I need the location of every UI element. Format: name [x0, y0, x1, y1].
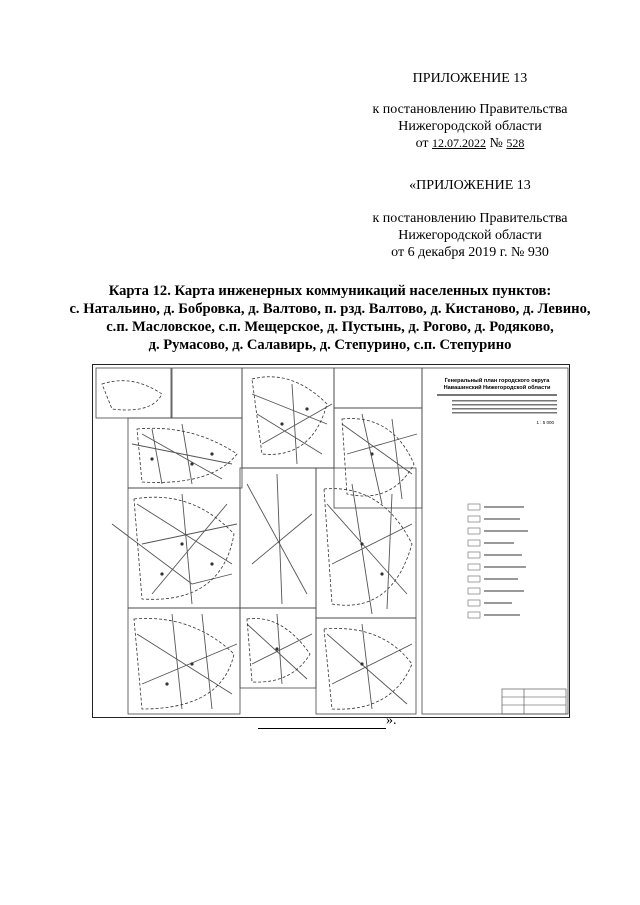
- appendix-header: [330, 70, 610, 152]
- previous-appendix: [330, 177, 610, 261]
- blank-line: [258, 714, 386, 729]
- resolution-date: 12.07.2022: [432, 136, 487, 150]
- previous-appendix-label: «ПРИЛОЖЕНИЕ 13: [409, 178, 531, 193]
- closing-mark: ».: [386, 713, 397, 728]
- previous-resolution-label: к постановлению Правительства: [372, 211, 568, 226]
- closing-line: [258, 713, 397, 729]
- resolution-number: 528: [506, 136, 525, 150]
- resolution-date-line: от 12.07.2022 № 528: [415, 136, 525, 151]
- previous-date-line: от 6 декабря 2019 г. № 930: [391, 245, 549, 260]
- map-heading-line1: Генеральный план городского округа: [444, 378, 550, 384]
- appendix-label: ПРИЛОЖЕНИЕ 13: [412, 71, 528, 86]
- map-heading-line2: Навашинский Нижегородской области: [443, 385, 551, 391]
- previous-region-label: Нижегородской области: [398, 228, 542, 243]
- map-drawing: [92, 364, 570, 718]
- map-scale: 1 : 5 000: [536, 420, 554, 425]
- resolution-label: к постановлению Правительства: [372, 102, 568, 117]
- map-title: Карта 12. Карта инженерных коммуникаций населенных пунктов: с. Натальино, д. Бобровка, д. Валтово, п. рзд. Валтово, д. Кистаново, д. Левино, с.п. Масловское, с.п. Мещерское, д. Пустынь, д. Рогово, д. Родяково, д. Румасово, д. Салавирь, д. Степурино, с.п. Степурино: [69, 283, 591, 353]
- region-label: Нижегородской области: [398, 119, 542, 134]
- engineering-map-sheet: [92, 364, 570, 718]
